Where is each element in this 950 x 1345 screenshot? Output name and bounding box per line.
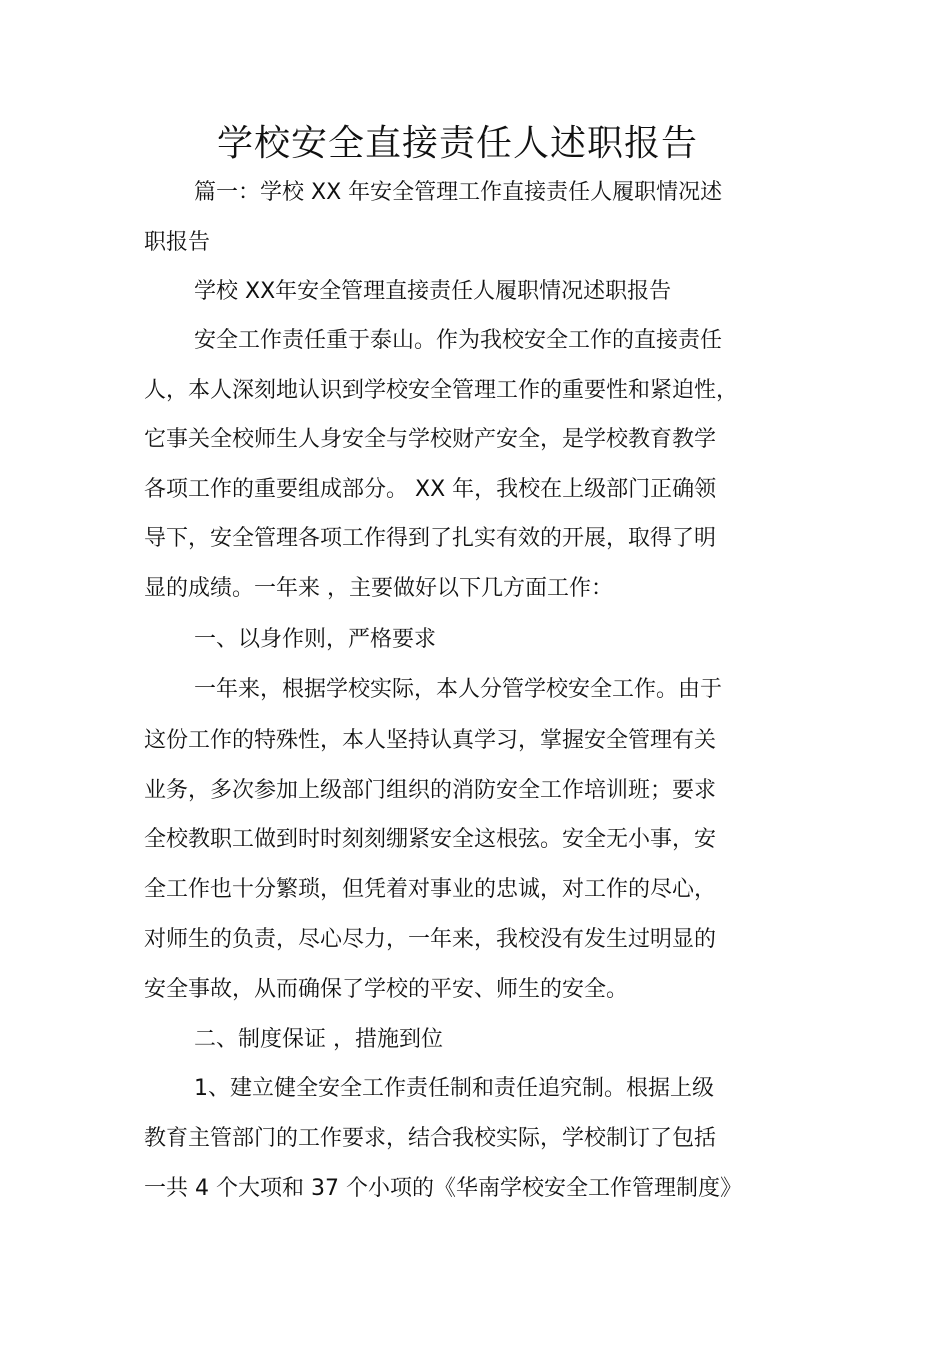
paragraph-line: 一共 4 个大项和 37 个小项的《华南学校安全工作管理制度》 xyxy=(144,1176,742,1201)
section-heading: 二、制度保证 ，措施到位 xyxy=(194,1027,443,1052)
paragraph-line: 这份工作的特殊性，本人坚持认真学习，掌握安全管理有关 xyxy=(144,728,717,753)
paragraph-line: 全校教职工做到时时刻刻绷紧安全这根弦。安全无小事，安 xyxy=(144,827,717,852)
paragraph-line: 职报告 xyxy=(144,230,211,255)
paragraph-line: 安全工作责任重于泰山。作为我校安全工作的直接责任 xyxy=(194,328,723,353)
document-title: 学校安全直接责任人述职报告 xyxy=(216,123,698,164)
paragraph-line: 学校 XX年安全管理直接责任人履职情况述职报告 xyxy=(194,279,672,304)
section-heading: 一、以身作则，严格要求 xyxy=(194,627,437,652)
paragraph-line: 全工作也十分繁琐，但凭着对事业的忠诚，对工作的尽心， xyxy=(144,877,717,902)
paragraph-line: 各项工作的重要组成部分。 XX 年，我校在上级部门正确领 xyxy=(144,477,717,502)
paragraph-line: 一年来，根据学校实际，本人分管学校安全工作。由于 xyxy=(194,677,723,702)
paragraph-line: 教育主管部门的工作要求，结合我校实际，学校制订了包括 xyxy=(144,1126,717,1151)
paragraph-line: 显的成绩。一年来 ，主要做好以下几方面工作： xyxy=(144,576,613,601)
paragraph-line: 它事关全校师生人身安全与学校财产安全，是学校教育教学 xyxy=(144,427,717,452)
paragraph-line: 1、建立健全安全工作责任制和责任追究制。根据上级 xyxy=(194,1076,714,1101)
paragraph-line: 安全事故，从而确保了学校的平安、师生的安全。 xyxy=(144,977,629,1002)
paragraph-line: 篇一：学校 XX 年安全管理工作直接责任人履职情况述 xyxy=(194,180,723,205)
paragraph-line: 导下，安全管理各项工作得到了扎实有效的开展，取得了明 xyxy=(144,526,717,551)
paragraph-line: 对师生的负责，尽心尽力，一年来，我校没有发生过明显的 xyxy=(144,927,717,952)
paragraph-line: 业务，多次参加上级部门组织的消防安全工作培训班；要求 xyxy=(144,778,717,803)
paragraph-line: 人，本人深刻地认识到学校安全管理工作的重要性和紧迫性， xyxy=(144,378,739,403)
